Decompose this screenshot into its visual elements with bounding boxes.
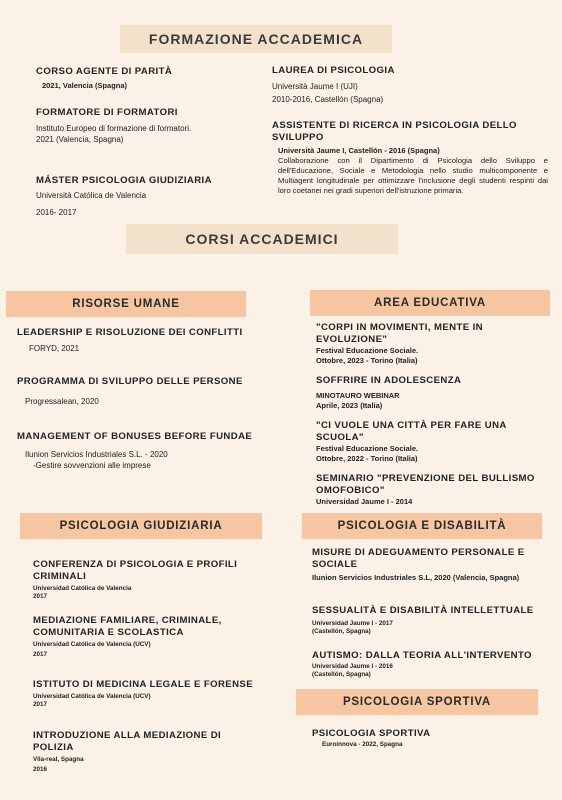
formazione-item (272, 120, 548, 196)
formazione-item (36, 66, 246, 91)
item-title: SEMINARIO "PREVENZIONE DEL BULLISMO OMOFOBICO" (316, 473, 535, 496)
area-educativa-header: AREA EDUCATIVA (310, 290, 550, 316)
item-detail: (Castellón, Spagna) (312, 628, 371, 635)
item-detail: FORYD, 2021 (29, 344, 80, 353)
item-detail: (Castellón, Spagna) (312, 671, 371, 678)
item-detail: Universidad Jaume I - 2017 (312, 620, 393, 627)
item-detail: 2017 (33, 701, 48, 708)
psicologia-disabilita-header: PSICOLOGIA E DISABILITÀ (302, 513, 542, 539)
item-detail: 2017 (33, 593, 48, 600)
item-detail: 2017 (33, 651, 48, 658)
course-item (312, 547, 544, 583)
item-title: PROGRAMMA DI SVILUPPO DELLE PERSONE (17, 376, 243, 387)
item-detail: 2021 (Valencia, Spagna) (36, 135, 124, 144)
item-title: LEADERSHIP E RISOLUZIONE DEI CONFLITTI (17, 327, 243, 338)
corsi-banner: CORSI ACCADEMICI (126, 224, 398, 254)
course-item (312, 605, 552, 636)
item-title: PSICOLOGIA SPORTIVA (312, 728, 431, 739)
item-detail: Universidad Católica de Valencia (33, 585, 132, 592)
course-item (312, 728, 532, 749)
course-item (316, 375, 536, 411)
item-description: Collaborazione con il Dipartimento di Psicologia dello Sviluppo e dell'Educazione, Sociale e Metodologia nello studio multicomponente e Multiagent longitudinale per ottimizzare l'inclusione degli studenti respinti dai loro coetanei nei gradi superiori dell'istruzione primaria. (278, 156, 548, 195)
course-item (316, 420, 521, 464)
item-title: LAUREA DI PSICOLOGIA (272, 65, 395, 76)
item-detail: -Gestire sovvenzioni alle imprese (33, 461, 151, 470)
item-detail: Instituto Europeo di formazione di formatori. (36, 124, 192, 133)
item-detail: Ilunion Servicios Industriales S.L, 2020 (Valencia, Spagna) (312, 573, 520, 582)
item-title: MEDIAZIONE FAMILIARE, CRIMINALE, COMUNITARIA E SCOLASTICA (33, 615, 222, 638)
course-item (33, 679, 273, 709)
item-title: MANAGEMENT OF BONUSES BEFORE FUNDAE (17, 431, 253, 442)
formazione-item (36, 107, 236, 145)
item-detail: Universidad Católica de Valencia (UCV) (33, 641, 151, 648)
item-title: SESSUALITÀ E DISABILITÀ INTELLETTUALE (312, 605, 534, 616)
course-item (17, 327, 267, 354)
formazione-banner: FORMAZIONE ACCADEMICA (120, 25, 392, 53)
item-title: SOFFRIRE IN ADOLESCENZA (316, 375, 462, 386)
item-title: AUTISMO: DALLA TEORIA ALL'INTERVENTO (312, 650, 532, 661)
item-detail: MINOTAURO WEBINAR (316, 391, 400, 400)
item-detail: Universidad Jaume I - 2014 (316, 497, 413, 506)
item-title: CONFERENZA DI PSICOLOGIA E PROFILI CRIMINALI (33, 559, 238, 582)
item-title: "CORPI IN MOVIMENTI, MENTE IN EVOLUZIONE" (316, 322, 483, 345)
course-item (316, 322, 516, 366)
item-title: ASSISTENTE DI RICERCA IN PSICOLOGIA DELLO SVILUPPO (272, 120, 517, 143)
item-detail: Ilunion Servicios Industriales S.L. - 2020 (25, 450, 168, 459)
item-detail: Euroinnova - 2022, Spagna (322, 741, 403, 748)
item-title: MISURE DI ADEGUAMENTO PERSONALE E SOCIALE (312, 547, 525, 570)
course-item (17, 431, 279, 471)
item-detail: Universidad Católica de Valencia (UCV) (33, 693, 151, 700)
item-detail: Ottobre, 2023 - Torino (Italia) (316, 356, 418, 365)
item-title: MÁSTER PSICOLOGIA GIUDIZIARIA (36, 175, 212, 186)
course-item (33, 559, 263, 601)
item-detail: 2021, Valencia (Spagna) (42, 81, 128, 90)
item-title: FORMATORE DI FORMATORI (36, 107, 178, 118)
item-detail: Ottobre, 2022 - Torino (Italia) (316, 454, 418, 463)
item-title: INTRODUZIONE ALLA MEDIAZIONE DI POLIZIA (33, 730, 222, 753)
risorse-umane-header: RISORSE UMANE (6, 291, 246, 317)
item-detail: 2016- 2017 (36, 208, 77, 217)
item-detail: 2016 (33, 766, 48, 773)
item-title: ISTITUTO DI MEDICINA LEGALE E FORENSE (33, 679, 254, 690)
item-title: CORSO AGENTE DI PARITÀ (36, 66, 173, 77)
item-detail: Università Jaume I, Castellón - 2016 (Spagna) (278, 146, 440, 155)
formazione-item (272, 65, 532, 105)
item-title: "CI VUOLE UNA CITTÀ PER FARE UNA SCUOLA" (316, 420, 507, 443)
psicologia-giudiziaria-header: PSICOLOGIA GIUDIZIARIA (20, 513, 262, 539)
item-detail: Università Jaume I (UJI) (272, 82, 358, 91)
item-detail: Universidad Jaume I - 2016 (312, 663, 393, 670)
course-item (17, 376, 267, 407)
item-detail: Università Católica de Valencia (36, 191, 147, 200)
course-item (312, 650, 552, 679)
course-item (33, 730, 253, 774)
item-detail: Festival Educazione Sociale. (316, 444, 419, 453)
course-item (33, 615, 263, 659)
item-detail: Festival Educazione Sociale. (316, 346, 419, 355)
course-item (316, 473, 552, 507)
psicologia-sportiva-header: PSICOLOGIA SPORTIVA (296, 689, 538, 715)
item-detail: Aprile, 2023 (Italia) (316, 401, 383, 410)
item-detail: 2010-2016, Castellón (Spagna) (272, 95, 384, 104)
item-detail: Vila-real, Spagna (33, 756, 84, 763)
formazione-item (36, 175, 256, 218)
item-detail: Progressalean, 2020 (25, 397, 99, 406)
